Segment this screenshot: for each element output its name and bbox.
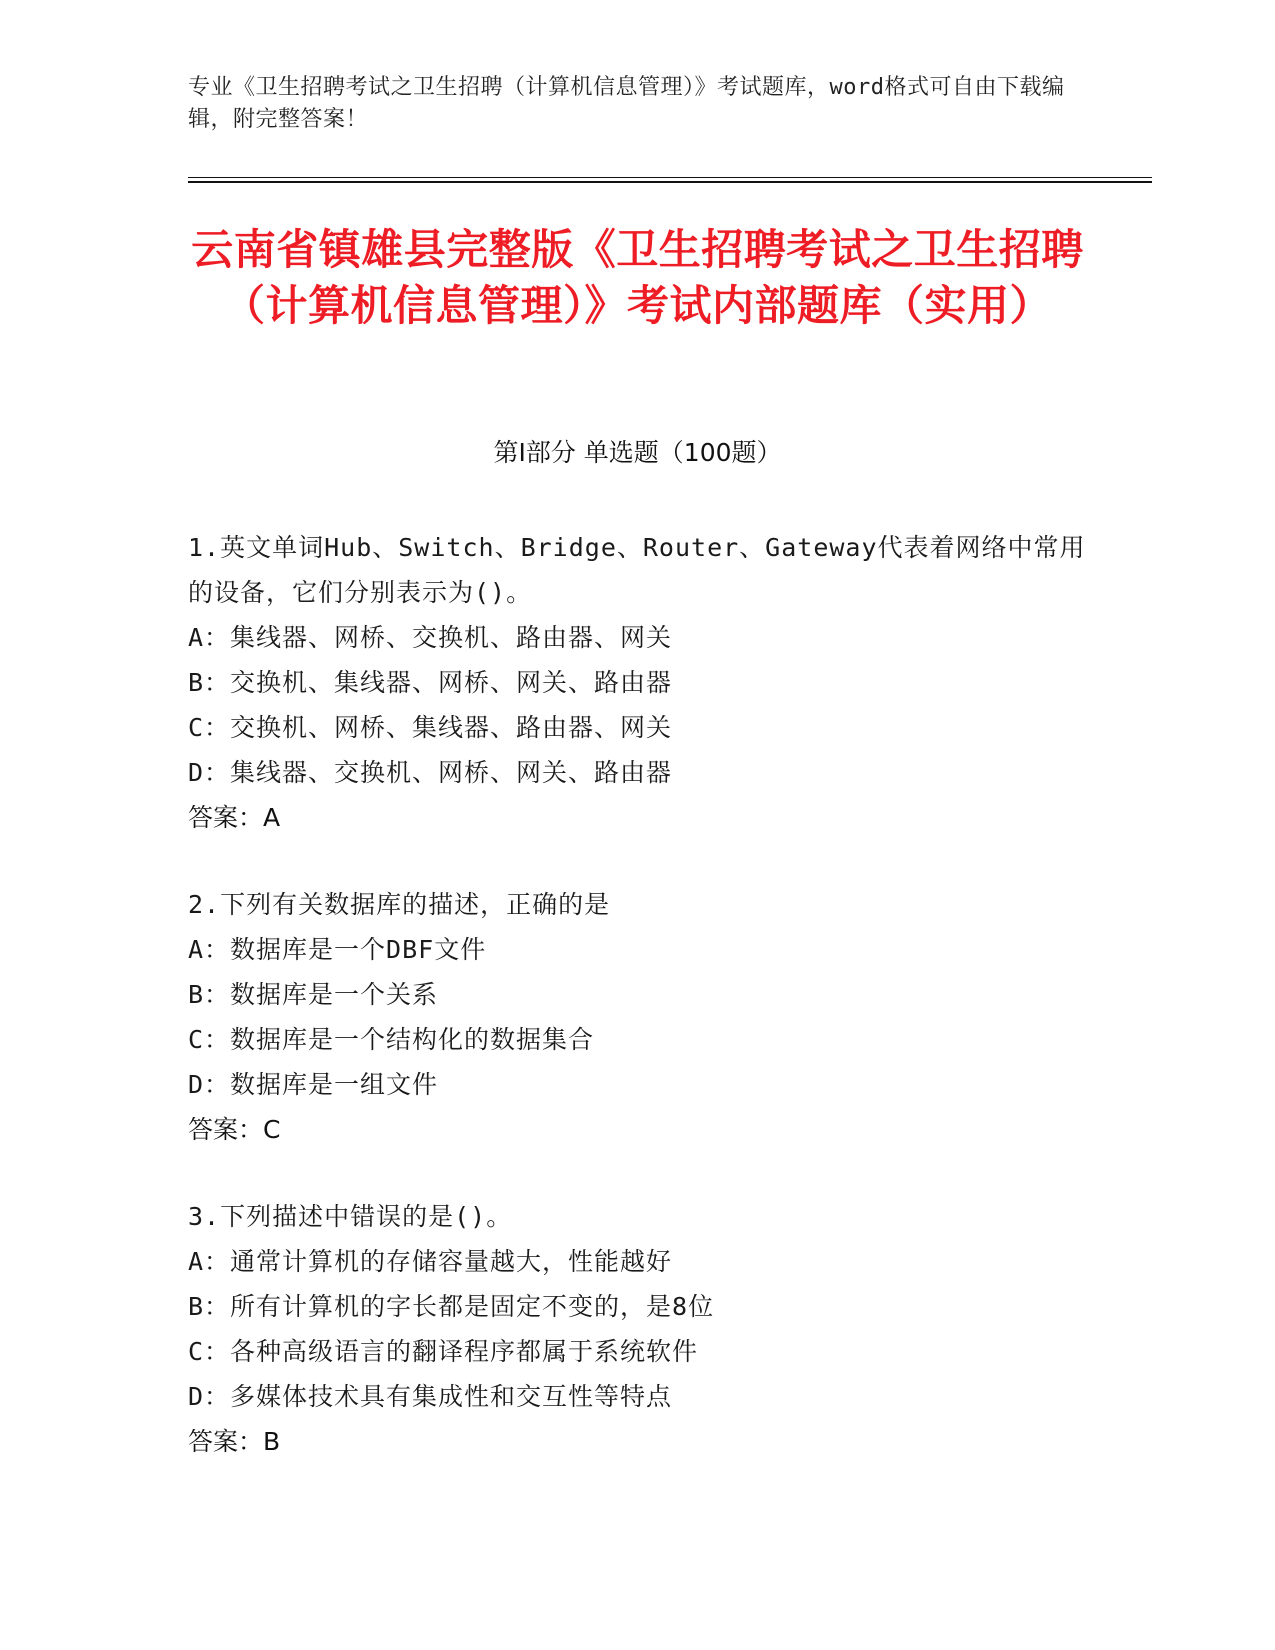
option-a: A：数据库是一个DBF文件 (188, 935, 487, 964)
answer-line: 答案：C (188, 1115, 281, 1144)
option-d: D：多媒体技术具有集成性和交互性等特点 (188, 1382, 673, 1411)
header-note: 专业《卫生招聘考试之卫生招聘（计算机信息管理）》考试题库，word格式可自由下载编辑，附完整答案！ (188, 75, 1065, 132)
answer-line: 答案：B (188, 1427, 281, 1456)
option-c: C：数据库是一个结构化的数据集合 (188, 1025, 595, 1054)
question-stem: 2.下列有关数据库的描述，正确的是 (188, 890, 611, 919)
option-a: A：集线器、网桥、交换机、路由器、网关 (188, 623, 673, 652)
option-d: D：集线器、交换机、网桥、网关、路由器 (188, 758, 673, 787)
header-divider-thin (188, 177, 1152, 178)
option-b: B：所有计算机的字长都是固定不变的，是8位 (188, 1292, 715, 1321)
option-b: B：数据库是一个关系 (188, 980, 439, 1009)
option-b: B：交换机、集线器、网桥、网关、路由器 (188, 668, 673, 697)
header-divider-thick (188, 181, 1152, 183)
question-item (188, 1194, 1088, 1464)
option-d: D：数据库是一组文件 (188, 1070, 439, 1099)
question-stem: 3.下列描述中错误的是()。 (188, 1202, 513, 1231)
document-title: 云南省镇雄县完整版《卫生招聘考试之卫生招聘（计算机信息管理）》考试内部题库（实用） (191, 225, 1084, 330)
option-c: C：交换机、网桥、集线器、路由器、网关 (188, 713, 673, 742)
answer-line: 答案：A (188, 803, 281, 832)
question-stem: 1.英文单词Hub、Switch、Bridge、Router、Gateway代表着网络中常用的设备，它们分别表示为()。 (188, 533, 1086, 607)
question-item (188, 882, 1088, 1152)
section-heading: 第Ⅰ部分 单选题（100题） (493, 438, 782, 467)
option-a: A：通常计算机的存储容量越大，性能越好 (188, 1247, 673, 1276)
question-item (188, 525, 1088, 840)
question-list (188, 525, 1088, 1506)
option-c: C：各种高级语言的翻译程序都属于系统软件 (188, 1337, 699, 1366)
